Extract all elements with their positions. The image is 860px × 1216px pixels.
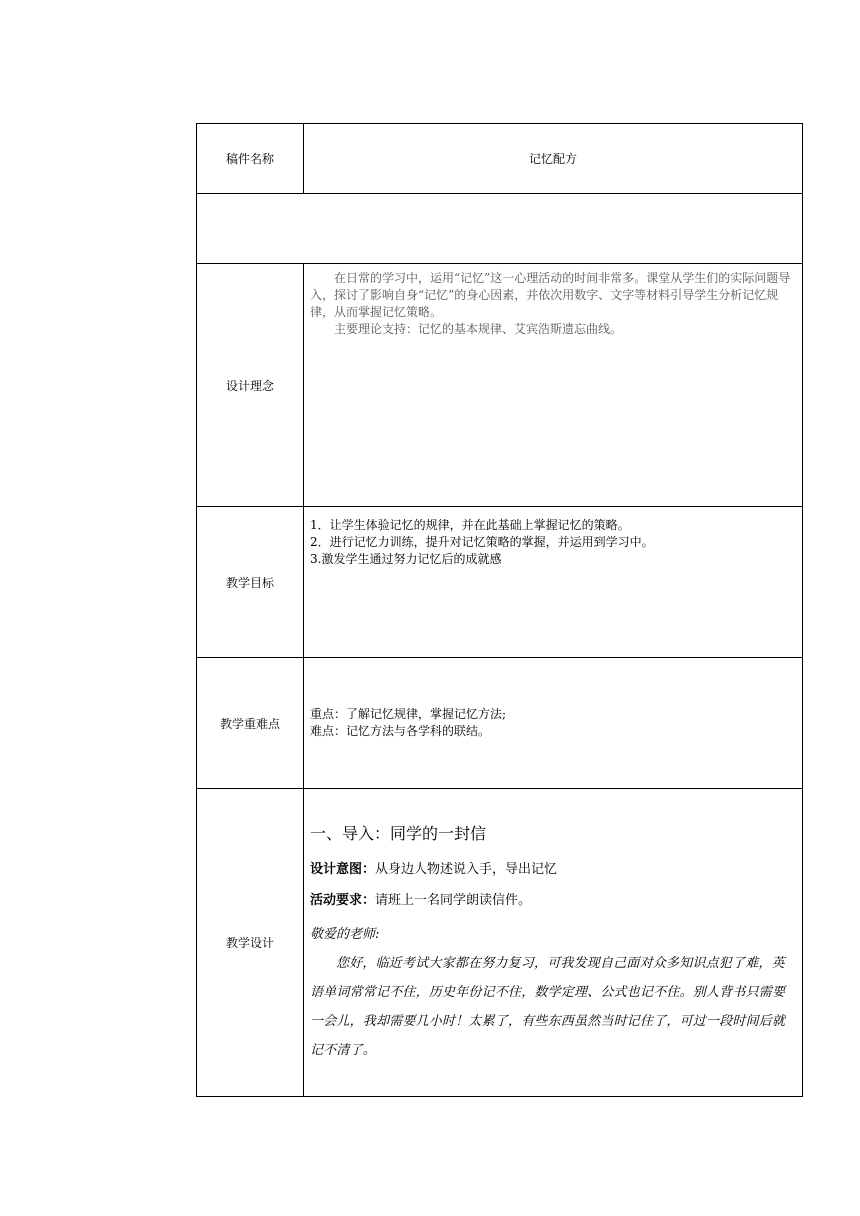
key-point-item: 难点：记忆方法与各学科的联结。 [310,724,491,738]
letter-salutation: 敬爱的老师: [310,927,380,942]
rationale-paragraph: 在日常的学习中，运用“记忆”这一心理活动的时间非常多。课堂从学生们的实际问题导入，探讨了影响自身“记忆”的身心因素，并依次用数字、文字等材料引导学生分析记忆规律，从而掌握记忆策略。 [310,271,791,319]
design-content [304,789,803,1097]
section-heading: 一、导入：同学的一封信 [310,824,487,843]
goals-row [197,507,803,658]
activity-text: 请班上一名同学朗读信件。 [375,893,532,908]
blank-cell [197,194,803,264]
title-value: 记忆配方 [304,124,803,194]
rationale-paragraph: 主要理论支持：记忆的基本规律、艾宾浩斯遗忘曲线。 [334,322,623,336]
design-intent-label: 设计意图： [310,862,376,877]
activity-label: 活动要求： [310,893,376,908]
letter-body: 您好，临近考试大家都在努力复习，可我发现自己面对众多知识点犯了难，英语单词常常记不住，历史年份记不住，数学定理、公式也记不住。别人背书只需要一会儿，我却需要几小时！太累了，有些东西虽然当时记住了，可过一段时间后就记不清了。 [310,956,786,1058]
key-points-content [304,658,803,789]
goal-item: 1．让学生体验记忆的规律，并在此基础上掌握记忆的策略。 [310,518,630,532]
activity-requirement [310,889,796,908]
rationale-content [304,264,803,507]
goals-label: 教学目标 [197,507,304,658]
rationale-label: 设计理念 [197,264,304,507]
design-row [197,789,803,1097]
key-points-row [197,658,803,789]
key-point-item: 重点：了解记忆规律，掌握记忆方法; [310,707,507,721]
key-points-label: 教学重难点 [197,658,304,789]
blank-row [197,194,803,264]
design-intent [310,858,796,877]
design-intent-text: 从身边人物述说入手，导出记忆 [375,862,558,877]
title-label: 稿件名称 [197,124,304,194]
title-row [197,124,803,194]
lesson-plan-table [196,123,803,1097]
rationale-row [197,264,803,507]
design-label: 教学设计 [197,789,304,1097]
goals-content [304,507,803,658]
goal-item: 2．进行记忆力训练，提升对记忆策略的掌握，并运用到学习中。 [310,535,654,549]
goal-item: 3.激发学生通过努力记忆后的成就感 [310,552,502,566]
